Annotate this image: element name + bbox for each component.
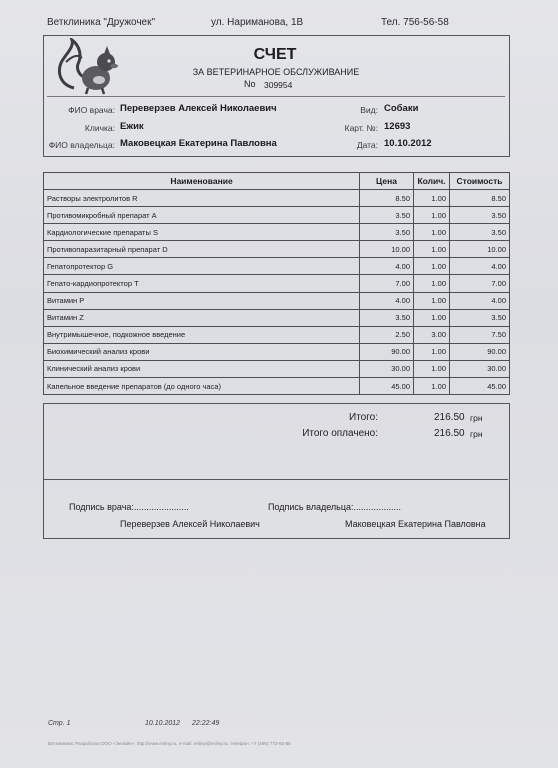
item-qty: 1.00 bbox=[414, 241, 450, 258]
table-row bbox=[44, 378, 510, 395]
item-qty: 1.00 bbox=[414, 309, 450, 326]
item-cost: 90.00 bbox=[450, 343, 510, 360]
total-value: 216.50 bbox=[434, 412, 465, 423]
column-header: Наименование bbox=[44, 173, 360, 190]
item-name: Противопаразитарный препарат D bbox=[44, 241, 360, 258]
date-label: Дата: bbox=[356, 140, 378, 150]
item-price: 90.00 bbox=[360, 343, 414, 360]
item-name: Гепато-кардиопротектор T bbox=[44, 275, 360, 292]
item-price: 7.00 bbox=[360, 275, 414, 292]
item-name: Биохимический анализ крови bbox=[44, 343, 360, 360]
type-label: Вид: bbox=[360, 105, 378, 115]
item-cost: 3.50 bbox=[450, 309, 510, 326]
invoice-subtitle: ЗА ВЕТЕРИНАРНОЕ ОБСЛУЖИВАНИЕ bbox=[192, 67, 360, 77]
type-value: Собаки bbox=[384, 103, 419, 114]
table-row bbox=[44, 275, 510, 292]
item-name: Внутримышечное, подкожное введение bbox=[44, 326, 360, 343]
column-header: Цена bbox=[360, 173, 414, 190]
clinic-name: Ветклиника "Дружочек" bbox=[47, 17, 156, 28]
item-name: Противомикробный препарат A bbox=[44, 207, 360, 224]
item-price: 4.00 bbox=[360, 292, 414, 309]
item-cost: 4.00 bbox=[450, 258, 510, 275]
doctor-label: ФИО врача: bbox=[68, 105, 115, 115]
item-price: 8.50 bbox=[360, 190, 414, 207]
card-label: Карт. №: bbox=[344, 123, 378, 133]
table-row bbox=[44, 326, 510, 343]
table-row bbox=[44, 360, 510, 377]
item-qty: 1.00 bbox=[414, 275, 450, 292]
invoice-number: 309954 bbox=[264, 80, 293, 90]
footer-credits: Ветклиника: Разработка ООО «Энлайн», http://www.enliny.ru, e-mail: enliny@enliny.ru, телефон: +7 (495) 772-93-86 bbox=[48, 741, 291, 746]
item-cost: 7.50 bbox=[450, 326, 510, 343]
doctor-signature-label: Подпись врача:...................... bbox=[69, 502, 189, 512]
table-row bbox=[44, 343, 510, 360]
owner-name: Маковецкая Екатерина Павловна bbox=[120, 138, 277, 149]
item-qty: 1.00 bbox=[414, 360, 450, 377]
table-row bbox=[44, 207, 510, 224]
nickname-value: Ежик bbox=[120, 121, 144, 132]
item-price: 3.50 bbox=[360, 309, 414, 326]
paid-label: Итого оплачено: bbox=[302, 428, 378, 439]
item-price: 30.00 bbox=[360, 360, 414, 377]
item-cost: 3.50 bbox=[450, 224, 510, 241]
item-qty: 1.00 bbox=[414, 292, 450, 309]
page-number: Стр. 1 bbox=[48, 720, 71, 727]
table-row bbox=[44, 292, 510, 309]
clinic-logo-icon bbox=[52, 38, 124, 96]
clinic-phone: Тел. 756-56-58 bbox=[381, 17, 449, 28]
item-name: Растворы электролитов R bbox=[44, 190, 360, 207]
item-cost: 3.50 bbox=[450, 207, 510, 224]
item-qty: 1.00 bbox=[414, 343, 450, 360]
item-price: 45.00 bbox=[360, 378, 414, 395]
print-time: 22:22:49 bbox=[192, 720, 220, 727]
owner-signature-name: Маковецкая Екатерина Павловна bbox=[345, 519, 486, 529]
item-cost: 8.50 bbox=[450, 190, 510, 207]
item-name: Витамин P bbox=[44, 292, 360, 309]
item-qty: 1.00 bbox=[414, 207, 450, 224]
doctor-signature-name: Переверзев Алексей Николаевич bbox=[120, 519, 260, 529]
item-qty: 1.00 bbox=[414, 258, 450, 275]
clinic-address: ул. Нариманова, 1В bbox=[211, 17, 304, 28]
item-price: 4.00 bbox=[360, 258, 414, 275]
print-date: 10.10.2012 bbox=[145, 720, 181, 727]
owner-signature-label: Подпись владельца:................... bbox=[268, 502, 402, 512]
item-qty: 1.00 bbox=[414, 190, 450, 207]
date-value: 10.10.2012 bbox=[384, 138, 432, 149]
header-divider bbox=[47, 96, 505, 97]
item-cost: 7.00 bbox=[450, 275, 510, 292]
paid-value: 216.50 bbox=[434, 428, 465, 439]
table-row bbox=[44, 309, 510, 326]
item-cost: 10.00 bbox=[450, 241, 510, 258]
total-currency: грн bbox=[470, 413, 483, 423]
item-price: 10.00 bbox=[360, 241, 414, 258]
totals-divider bbox=[44, 479, 508, 480]
table-row bbox=[44, 224, 510, 241]
item-qty: 3.00 bbox=[414, 326, 450, 343]
item-name: Витамин Z bbox=[44, 309, 360, 326]
item-price: 3.50 bbox=[360, 224, 414, 241]
item-cost: 45.00 bbox=[450, 378, 510, 395]
owner-label: ФИО владельца: bbox=[48, 140, 115, 150]
invoice-title: СЧЕТ bbox=[253, 46, 297, 63]
card-number: 12693 bbox=[384, 121, 411, 132]
table-header-row bbox=[44, 173, 510, 190]
column-header: Стоимость bbox=[450, 173, 510, 190]
item-cost: 4.00 bbox=[450, 292, 510, 309]
item-name: Капельное введение препаратов (до одного часа) bbox=[44, 378, 360, 395]
table-row bbox=[44, 258, 510, 275]
item-qty: 1.00 bbox=[414, 224, 450, 241]
items-table bbox=[43, 172, 510, 395]
item-qty: 1.00 bbox=[414, 378, 450, 395]
invoice-number-label: No bbox=[244, 79, 256, 89]
item-price: 3.50 bbox=[360, 207, 414, 224]
item-price: 2.50 bbox=[360, 326, 414, 343]
doctor-name: Переверзев Алексей Николаевич bbox=[120, 103, 277, 114]
item-name: Кардиологические препараты S bbox=[44, 224, 360, 241]
column-header: Колич. bbox=[414, 173, 450, 190]
table-row bbox=[44, 190, 510, 207]
item-cost: 30.00 bbox=[450, 360, 510, 377]
nickname-label: Кличка: bbox=[84, 123, 115, 133]
paid-currency: грн bbox=[470, 429, 483, 439]
total-label: Итого: bbox=[349, 412, 378, 423]
item-name: Клинический анализ крови bbox=[44, 360, 360, 377]
item-name: Гепатопротектор G bbox=[44, 258, 360, 275]
table-row bbox=[44, 241, 510, 258]
